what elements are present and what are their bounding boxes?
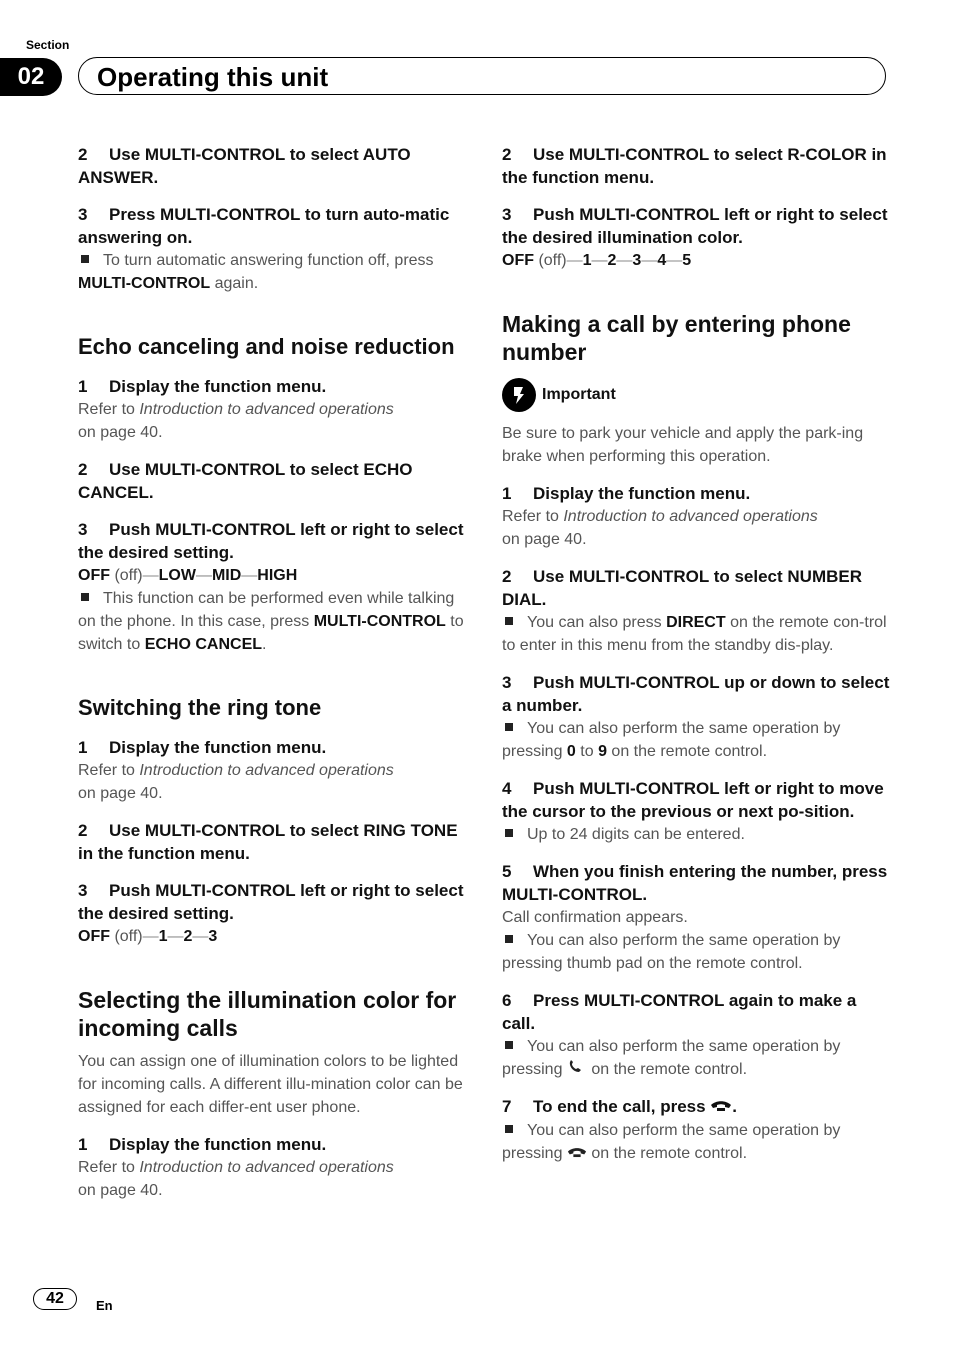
options: OFF (off)—1—2—3—4—5: [502, 252, 692, 269]
note: You can also perform the same operation by pressing thumb pad on the remote control.: [502, 932, 841, 972]
note: You can also perform the same operation by pressing 0 to 9 on the remote control.: [502, 720, 841, 760]
step: 5 When you finish entering the number, press MULTI-CONTROL.: [502, 862, 888, 904]
step: 4 Push MULTI-CONTROL left or right to move the cursor to the previous or next po-sition.: [502, 779, 884, 821]
important-icon: [502, 378, 536, 412]
body-text: Call confirmation appears.: [502, 909, 688, 926]
note: You can also perform the same operation by pressing on the remote control.: [502, 1119, 892, 1165]
step: 2 Use MULTI-CONTROL to select ECHO CANCEL.: [78, 460, 413, 502]
step: 2 Use MULTI-CONTROL to select R-COLOR in the function menu.: [502, 145, 887, 187]
heading-ring: Switching the ring tone: [78, 695, 322, 720]
step: 3 Push MULTI-CONTROL left or right to select the desired setting.: [78, 520, 464, 562]
bullet-icon: [505, 935, 513, 943]
left-column: [78, 143, 468, 1202]
bullet-icon: [505, 723, 513, 731]
step-number: 3: [78, 205, 88, 224]
heading-illum: Selecting the illumination color for incoming calls: [78, 987, 457, 1041]
step: 1 Display the function menu.: [78, 377, 327, 396]
refer-text: Refer to Introduction to advanced operations on page 40.: [78, 401, 394, 441]
step-text: Use MULTI-CONTROL to select AUTO ANSWER.: [78, 145, 411, 187]
phone-off-hook-icon: [567, 1058, 587, 1081]
step: 3 Push MULTI-CONTROL left or right to select the desired illumination color.: [502, 205, 888, 247]
step: 1 Display the function menu.: [78, 738, 327, 757]
page-title: Operating this unit: [97, 62, 329, 92]
step: 2 Use MULTI-CONTROL to select RING TONE in the function menu.: [78, 821, 458, 863]
step-text: Press MULTI-CONTROL to turn auto-matic answering on.: [78, 205, 450, 247]
refer-text: Refer to Introduction to advanced operations on page 40.: [78, 1159, 394, 1199]
options: OFF (off)—LOW—MID—HIGH: [78, 567, 298, 584]
refer-text: Refer to Introduction to advanced operations on page 40.: [502, 508, 818, 548]
bullet-icon: [505, 1125, 513, 1133]
note: You can also perform the same operation by pressing on the remote control.: [502, 1035, 892, 1081]
important-block: [502, 378, 892, 412]
step: 7 To end the call, press .: [502, 1095, 892, 1119]
phone-hang-up-icon: [567, 1143, 587, 1166]
step: 3 Push MULTI-CONTROL left or right to select the desired setting.: [78, 881, 464, 923]
heading-call: Making a call by entering phone number: [502, 311, 851, 365]
refer-text: Refer to Introduction to advanced operations on page 40.: [78, 762, 394, 802]
options: OFF (off)—1—2—3: [78, 928, 218, 945]
phone-hang-up-icon: [710, 1096, 732, 1119]
body-text: You can assign one of illumination colors to be lighted for incoming calls. A different illu-mination color can be assigned for each differ-ent user phone.: [78, 1053, 463, 1116]
step: [78, 143, 468, 189]
note: You can also press DIRECT on the remote con-trol to enter in this menu from the standby dis-play.: [502, 614, 887, 654]
step: [78, 203, 468, 249]
language-label: En: [96, 1298, 113, 1313]
bullet-icon: [81, 593, 89, 601]
important-text: Be sure to park your vehicle and apply the park-ing brake when performing this operation.: [502, 425, 864, 465]
step: 1 Display the function menu.: [502, 484, 751, 503]
note: Up to 24 digits can be entered.: [502, 823, 892, 846]
heading-echo: Echo canceling and noise reduction: [78, 334, 455, 359]
title-box: [78, 57, 886, 95]
bullet-icon: [505, 1041, 513, 1049]
bullet-icon: [505, 617, 513, 625]
section-number: 02: [0, 58, 62, 96]
bullet-icon: [81, 255, 89, 263]
section-label: Section: [26, 38, 70, 52]
step: 6 Press MULTI-CONTROL again to make a call.: [502, 991, 857, 1033]
right-column: [502, 143, 892, 1166]
step-number: 2: [78, 145, 88, 164]
step: 2 Use MULTI-CONTROL to select NUMBER DIAL.: [502, 567, 863, 609]
note: This function can be performed even while talking on the phone. In this case, press MULTI-CONTROL to switch to ECHO CANCEL.: [78, 590, 464, 653]
bullet-icon: [505, 829, 513, 837]
note: To turn automatic answering function off, press MULTI-CONTROL again.: [78, 252, 434, 292]
step: 1 Display the function menu.: [78, 1135, 327, 1154]
step: 3 Push MULTI-CONTROL up or down to select a number.: [502, 673, 890, 715]
page-number: 42: [33, 1288, 77, 1310]
important-label: Important: [542, 386, 616, 403]
